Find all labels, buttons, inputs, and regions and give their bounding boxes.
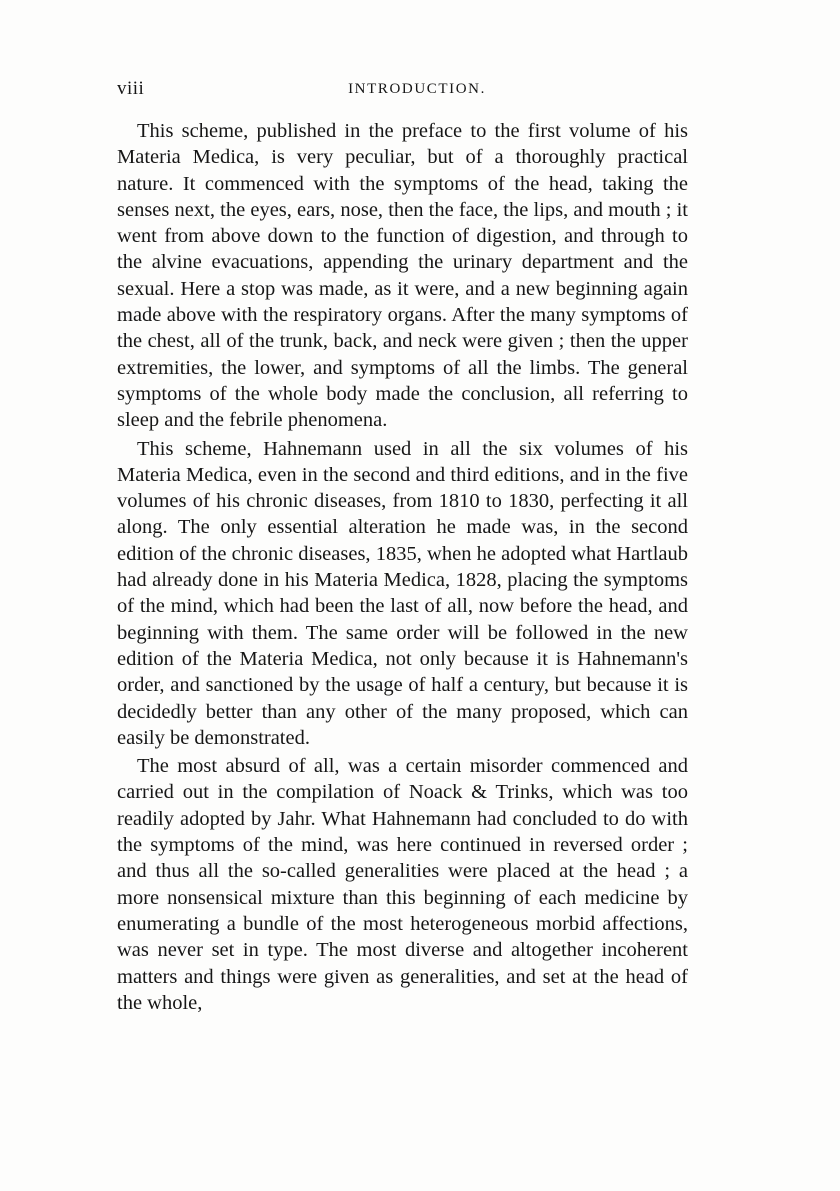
body-text [117,118,688,1016]
paragraph: This scheme, published in the preface to the first volume of his Materia Medica, is very peculiar, but of a thoroughly practical nature. It commenced with the symptoms of the head, taking the senses next, the eyes, ears, nose, then the face, the lips, and mouth ; it went from above down to the function of digestion, and through to the alvine evacuations, appending the urinary department and the sexual. Here a stop was made, as it were, and a new beginning again made above with the respiratory organs. After the many symptoms of the chest, all of the trunk, back, and neck were given ; then the upper extremities, the lower, and symptoms of all the limbs. The general symptoms of the whole body made the conclusion, all referring to sleep and the febrile phenomena. [117,120,688,432]
page-header [117,78,687,106]
page-number: viii [117,78,145,99]
paragraph: The most absurd of all, was a certain misorder commenced and carried out in the compilation of Noack & Trinks, which was too readily adopted by Jahr. What Hahnemann had concluded to do with the symptoms of the mind, was here continued in reversed order ; and thus all the so-called generalities were placed at the head ; a more nonsensical mixture than this beginning of each medicine by enumerating a bundle of the most heterogeneous morbid affections, was never set in type. The most diverse and altogether incoherent matters and things were given as generalities, and set at the head of the whole, [117,755,688,1014]
paragraph: This scheme, Hahnemann used in all the six volumes of his Materia Medica, even in the second and third editions, and in the five volumes of his chronic diseases, from 1810 to 1830, perfecting it all along. The only essential alteration he made was, in the second edition of the chronic diseases, 1835, when he adopted what Hartlaub had already done in his Materia Medica, 1828, placing the symptoms of the mind, which had been the last of all, now before the head, and beginning with them. The same order will be followed in the new edition of the Materia Medica, not only because it is Hahnemann's order, and sanctioned by the usage of half a century, but because it is decidedly better than any other of the many proposed, which can easily be demonstrated. [117,437,688,749]
running-head: INTRODUCTION. [348,81,486,97]
